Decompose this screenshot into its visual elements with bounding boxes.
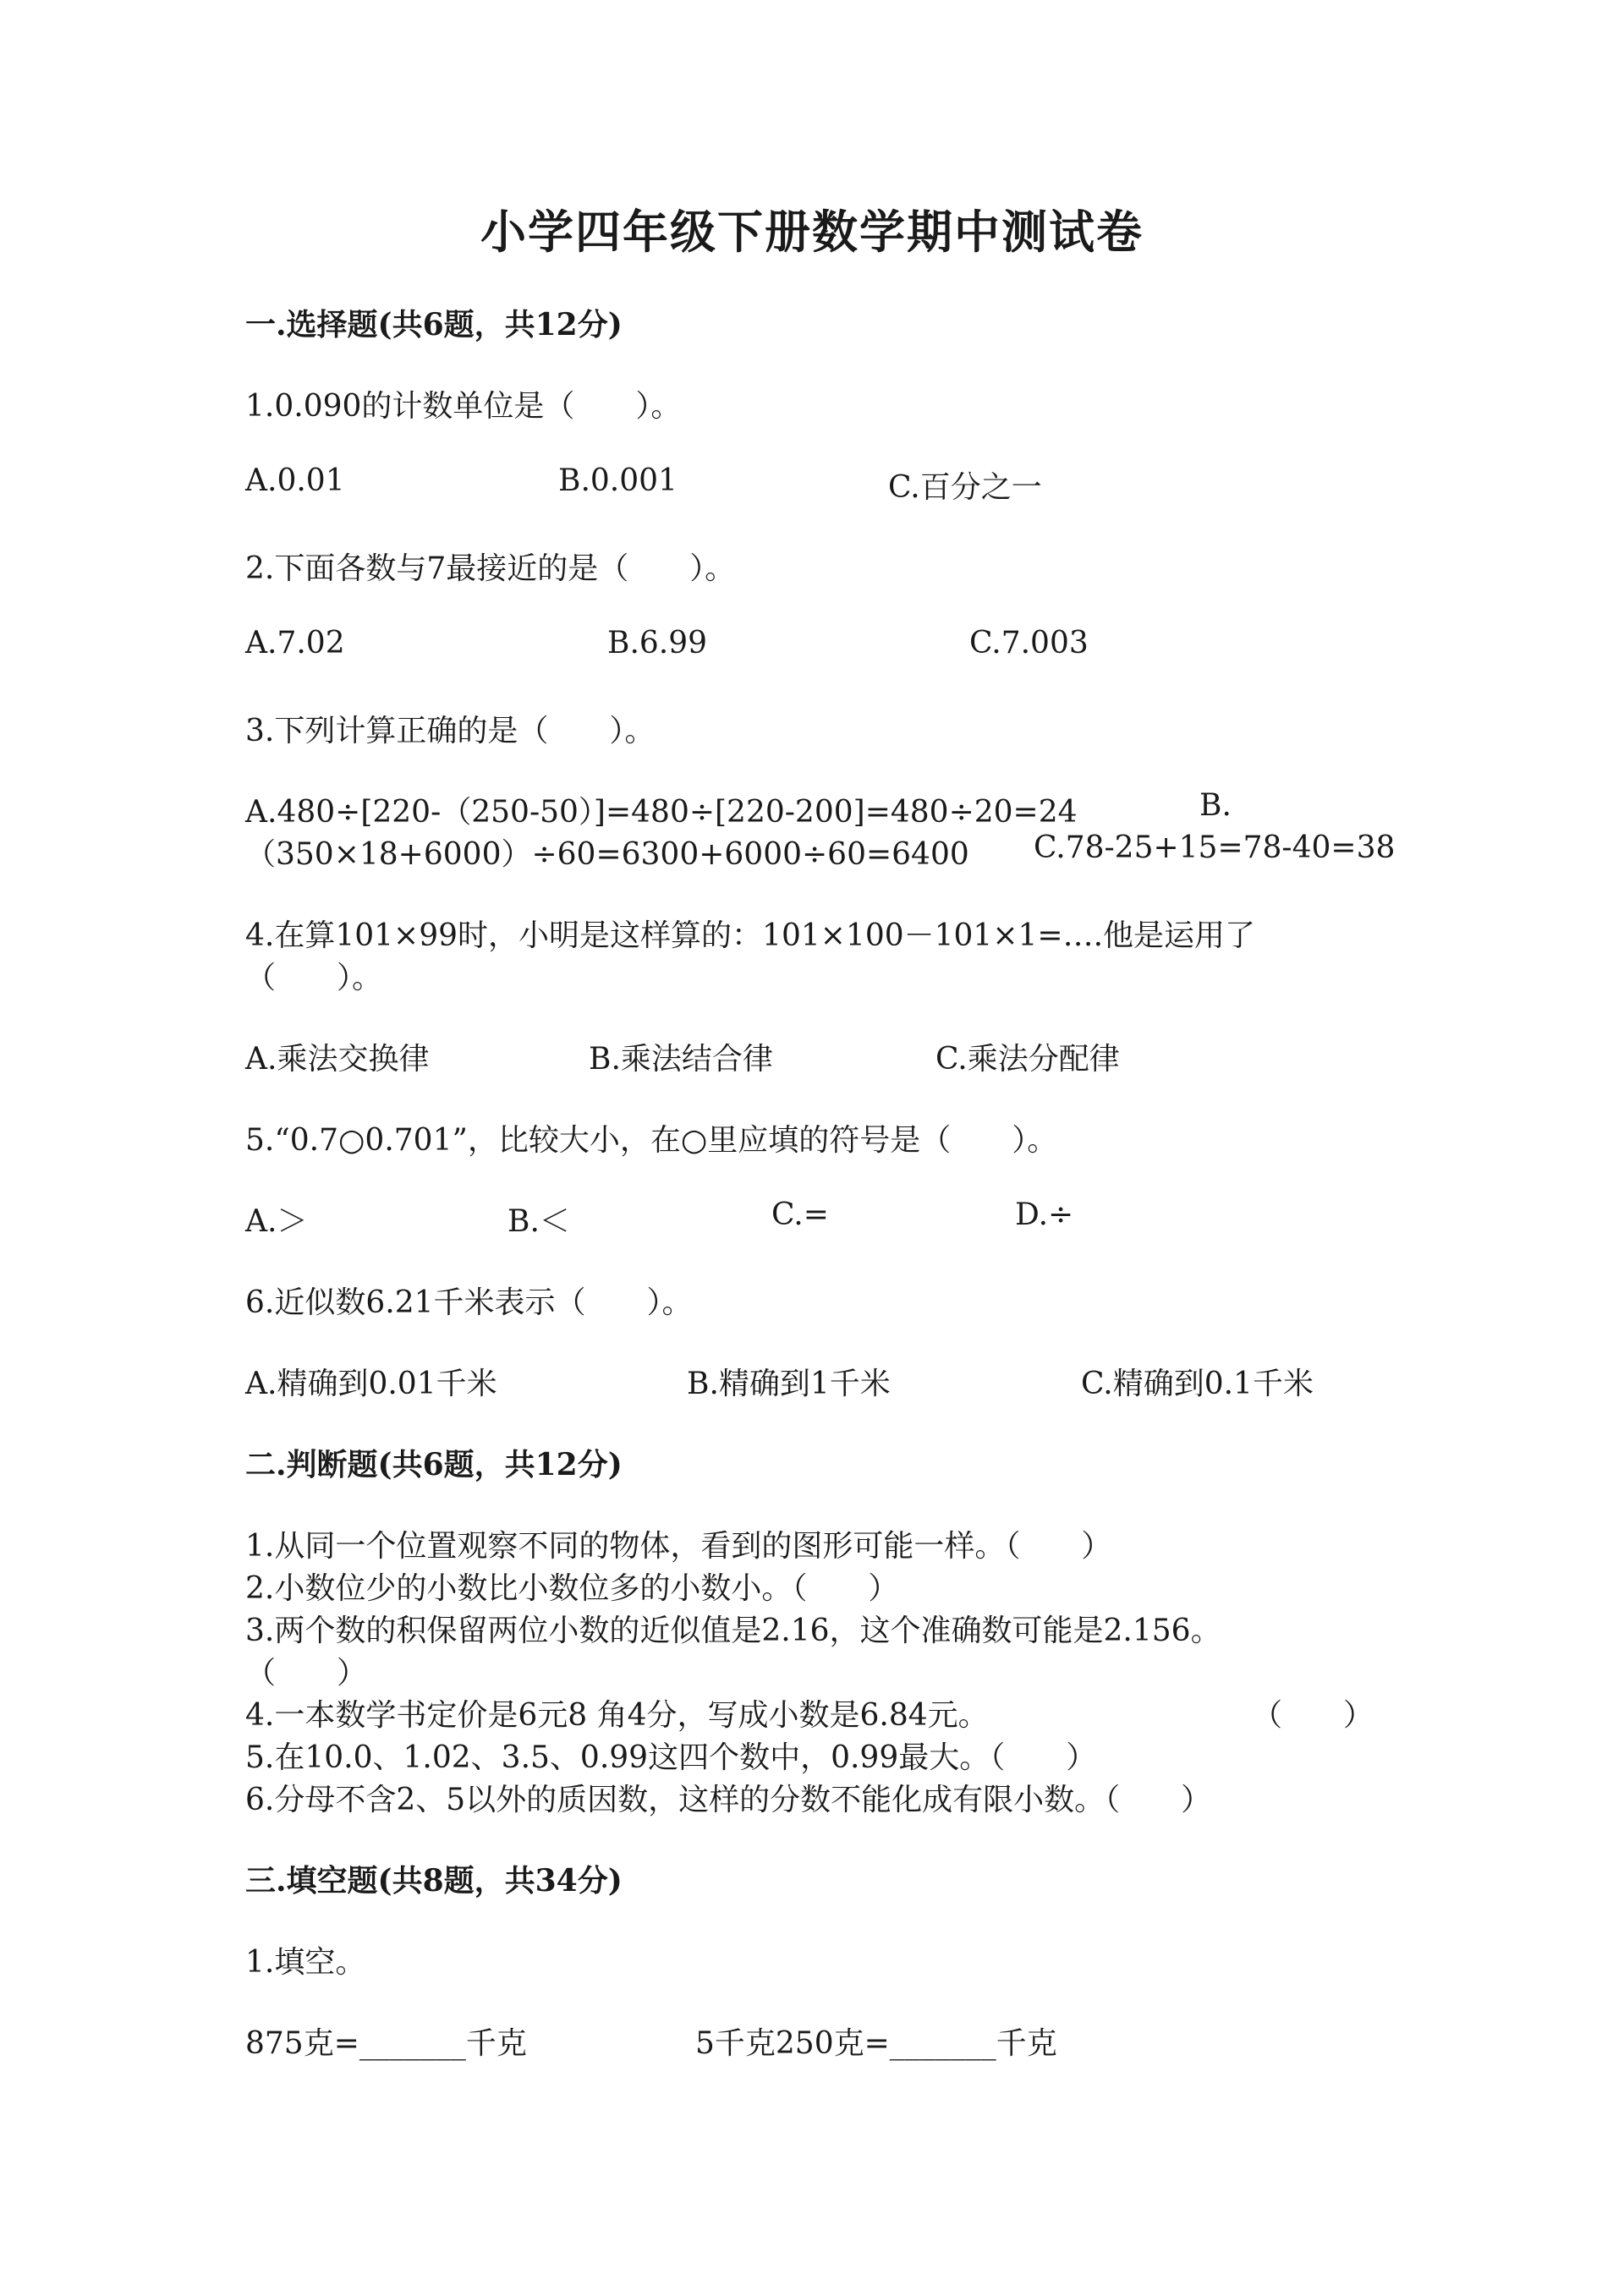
fill-blank-item: 875克=_______千克: [245, 2026, 527, 2061]
option-b: B.＜: [508, 1204, 570, 1239]
section-heading-judge: 二.判断题(共6题，共12分): [245, 1447, 623, 1482]
judge-item-cont: （ ）: [245, 1656, 368, 1690]
option-c: C.百分之一: [888, 470, 1042, 505]
judge-item: 6.分母不含2、5以外的质因数，这样的分数不能化成有限小数。（ ）: [245, 1783, 1212, 1817]
question-stem: 1.0.090的计数单位是（ ）。: [245, 389, 682, 424]
option-b: B.6.99: [607, 626, 708, 660]
option-c: C.乘法分配律: [935, 1042, 1120, 1077]
option-c: C.7.003: [969, 626, 1089, 660]
judge-item-paren: （ ）: [1252, 1698, 1374, 1733]
section-heading-choice: 一.选择题(共6题，共12分): [245, 307, 623, 342]
option-b-label: B.: [1199, 788, 1232, 823]
section-heading-fill: 三.填空题(共8题，共34分): [245, 1863, 623, 1899]
option-b: B.0.001: [558, 463, 678, 498]
option-c: C.78-25+15=78-40=38: [1034, 830, 1396, 865]
question-stem-cont: （ ）。: [245, 961, 383, 995]
option-c: C.=: [771, 1197, 829, 1232]
question-stem: 6.近似数6.21千米表示（ ）。: [245, 1285, 693, 1320]
fill-blank-item: 5千克250克=_______千克: [695, 2026, 1057, 2061]
question-stem: 4.在算101×99时，小明是这样算的：101×100－101×1=….他是运用了: [245, 918, 1256, 953]
option-a: A.0.01: [245, 463, 345, 498]
judge-item: 3.两个数的积保留两位小数的近似值是2.16，这个准确数可能是2.156。: [245, 1614, 1221, 1648]
option-b: B.精确到1千米: [687, 1367, 891, 1401]
option-a: A.7.02: [245, 626, 345, 660]
judge-item: 2.小数位少的小数比小数位多的小数小。（ ）: [245, 1571, 899, 1606]
option-c: C.精确到0.1千米: [1081, 1367, 1314, 1401]
option-a: A.精确到0.01千米: [245, 1367, 497, 1401]
judge-item: 1.从同一个位置观察不同的物体，看到的图形可能一样。（ ）: [245, 1529, 1112, 1564]
question-stem: 5.“0.7○0.701”，比较大小，在○里应填的符号是（ ）。: [245, 1123, 1058, 1158]
judge-item: 4.一本数学书定价是6元8 角4分，写成小数是6.84元。: [245, 1698, 989, 1733]
page-title: 小学四年级下册数学期中测试卷: [480, 205, 1144, 259]
option-a: A.＞: [245, 1204, 308, 1239]
option-a: A.乘法交换律: [245, 1042, 430, 1077]
question-stem: 3.下列计算正确的是（ ）。: [245, 714, 656, 748]
option-a: A.480÷[220-（250-50）]=480÷[220-200]=480÷20=24: [245, 795, 1078, 830]
option-d: D.÷: [1015, 1197, 1074, 1232]
option-b: （350×18+6000）÷60=6300+6000÷60=6400: [245, 837, 969, 872]
question-stem: 2.下面各数与7最接近的是（ ）。: [245, 551, 736, 586]
question-stem: 1.填空。: [245, 1945, 366, 1980]
judge-item: 5.在10.0、1.02、3.5、0.99这四个数中，0.99最大。（ ）: [245, 1740, 1097, 1775]
option-b: B.乘法结合律: [589, 1042, 773, 1077]
